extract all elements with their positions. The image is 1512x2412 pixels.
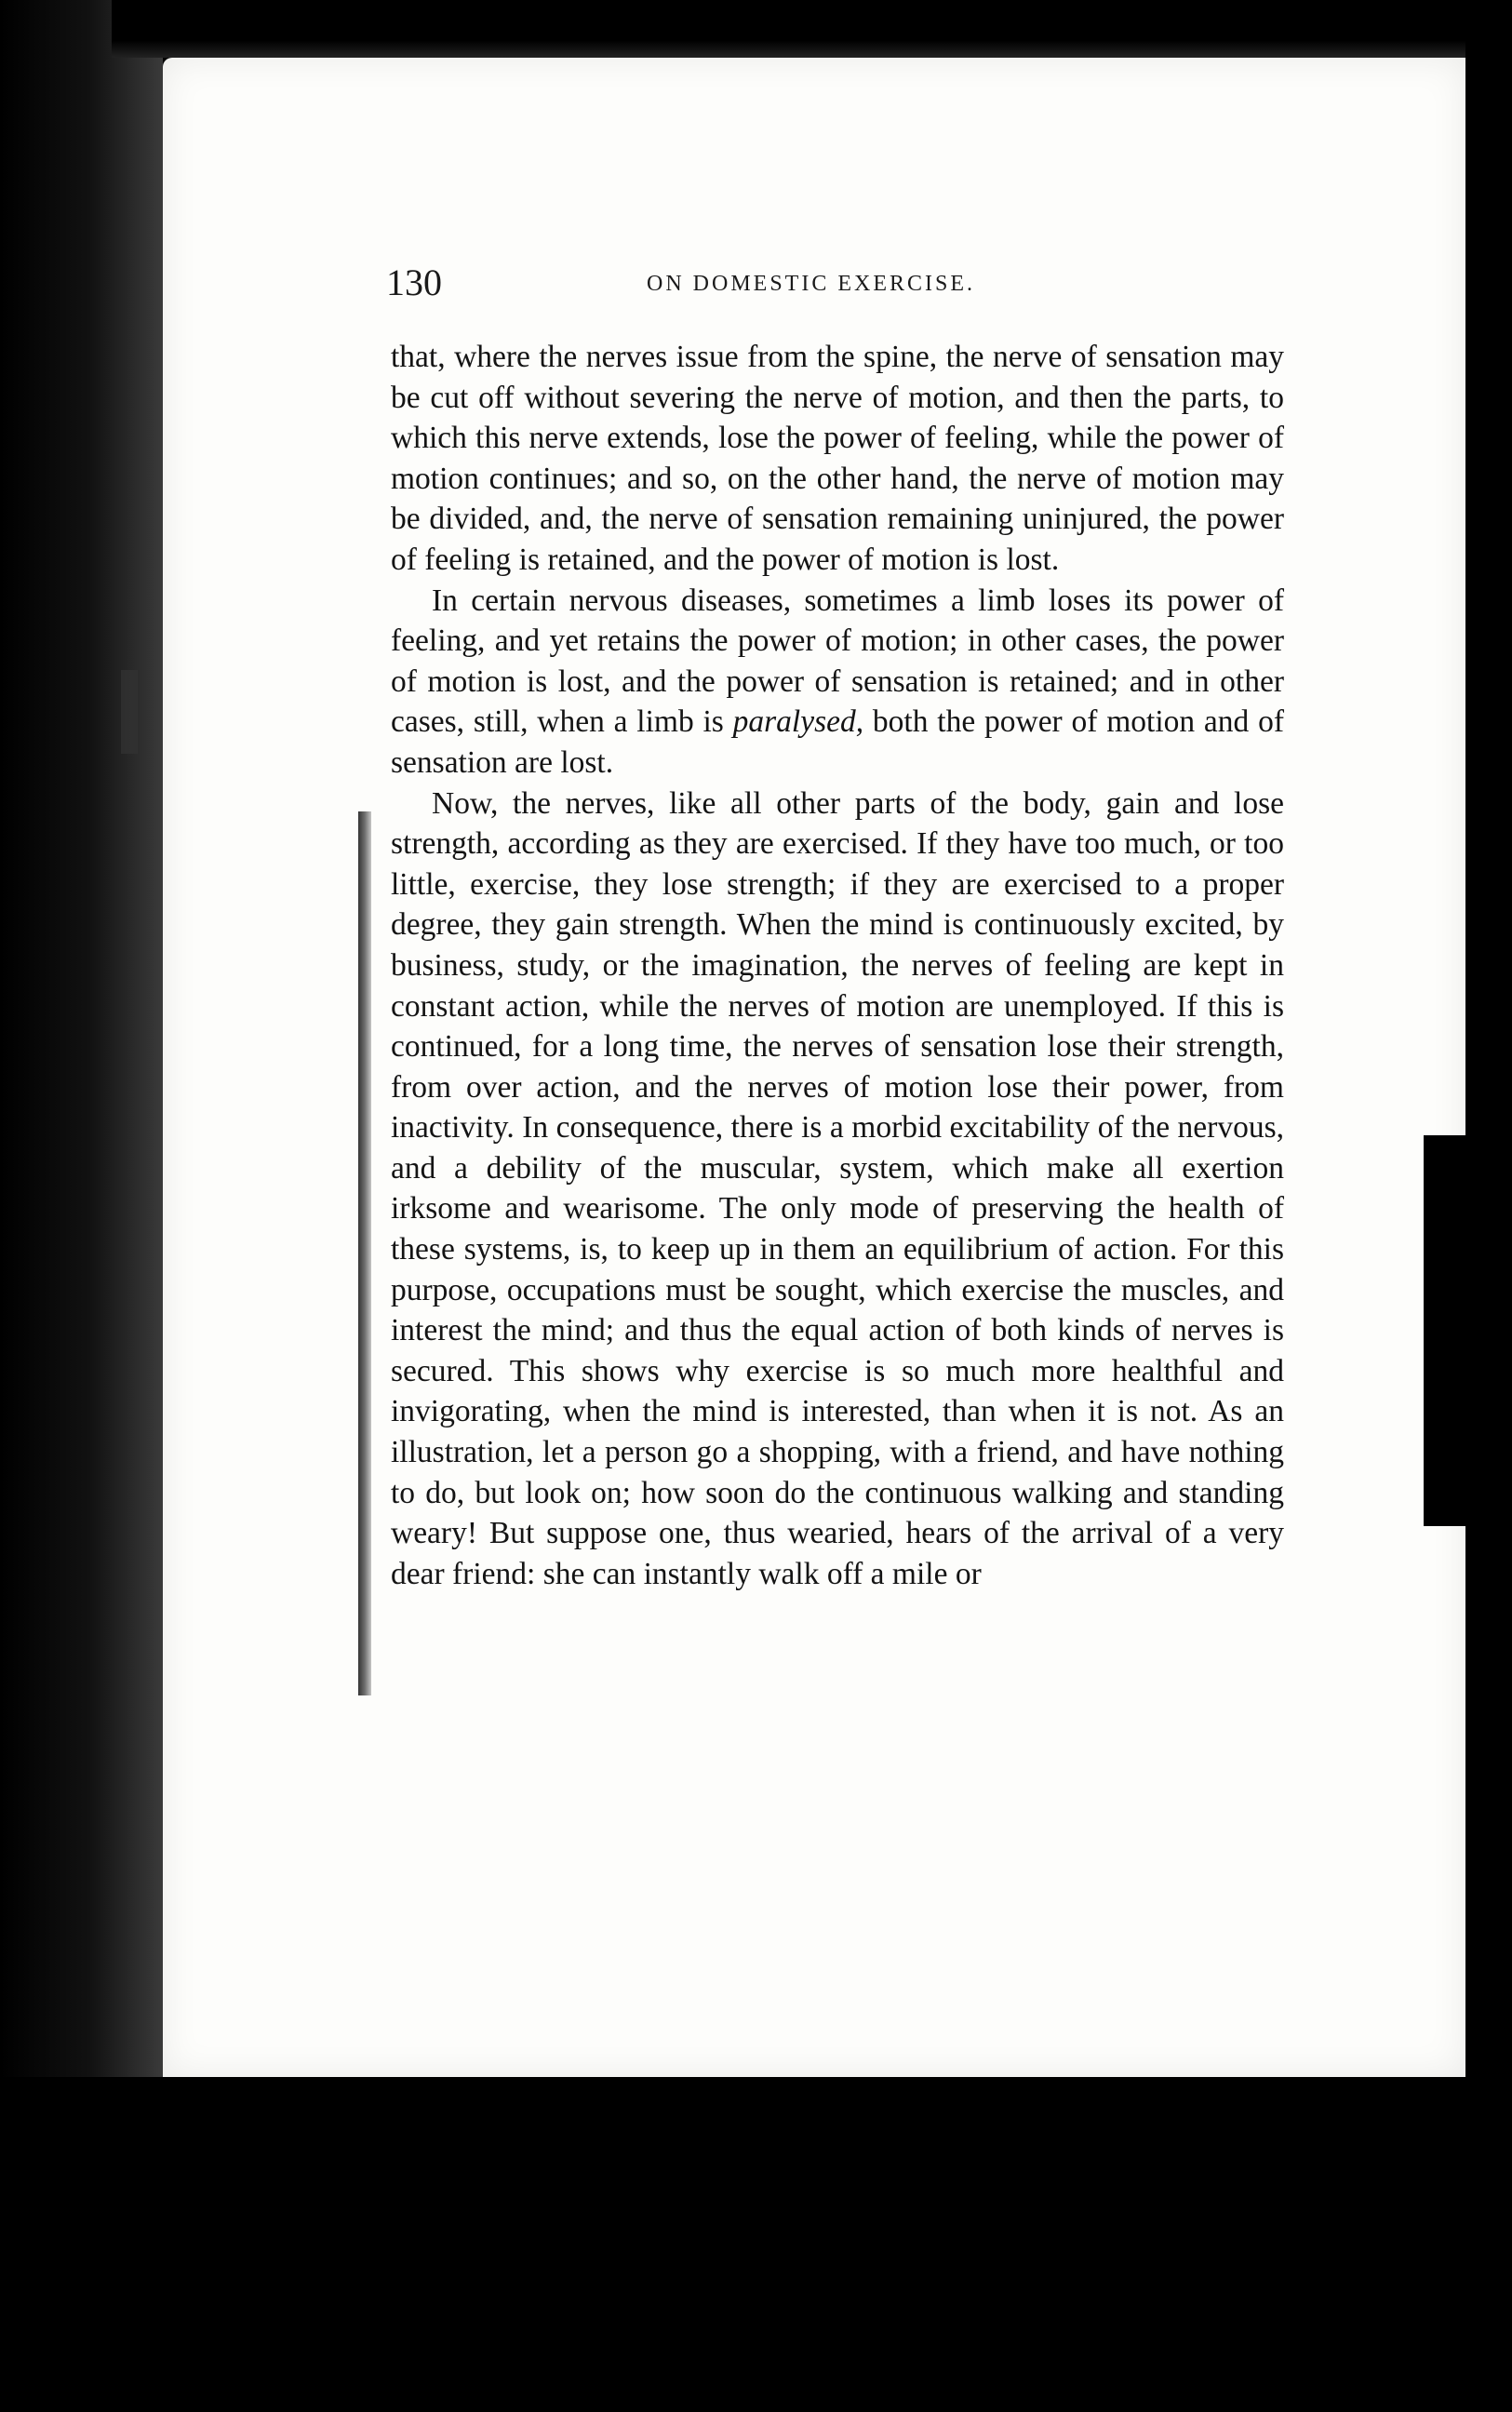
binding-clip-mark [121, 670, 138, 754]
paragraph-text: both the power of motion and of sensation are lost. [391, 704, 1284, 780]
paragraph-3 [391, 784, 1284, 1595]
page-header [163, 261, 1465, 316]
scan-right-edge [1465, 0, 1512, 2412]
scan-edge-shadow [1424, 1135, 1465, 1526]
scan-bottom-edge [0, 2077, 1512, 2412]
paragraph-text: In certain nervous diseases, sometimes a limb loses its power of feeling, and yet retains the power of motion; in other cases, the power of motion is lost, and the power of sensation is retained; and in other cases, still, when a limb is [391, 583, 1284, 740]
book-spine-shadow [0, 0, 163, 2412]
page-number: 130 [386, 261, 442, 303]
paragraph-text: that, where the nerves issue from the spine, the nerve of sensation may be cut off without severing the nerve of motion, and then the parts, to which this nerve extends, lose the power of feeling, while the power of motion continues; and so, on the other hand, the nerve of motion may be divided, and, the nerve of sensation remaining uninjured, the power of feeling is retained, and the power of motion is lost. [391, 340, 1284, 577]
running-head: ON DOMESTIC EXERCISE. [647, 272, 976, 296]
italic-word: paralysed, [732, 704, 864, 740]
book-page [163, 58, 1465, 2077]
paragraph-2 [391, 581, 1284, 784]
paragraph-1 [391, 337, 1284, 581]
body-text [391, 337, 1284, 1594]
binding-gutter-mark [358, 811, 371, 1695]
scan-top-edge [112, 0, 1512, 58]
paragraph-text: Now, the nerves, like all other parts of the body, gain and lose strength, according as they are exercised. If they have too much, or too little, exercise, they lose strength; if they are exercised to a proper degree, they gain strength. When the mind is continuously excited, by business, study, or the imagination, the nerves of feeling are kept in constant action, while the nerves of motion are unemployed. If this is continued, for a long time, the nerves of sensation lose their strength, from over action, and the nerves of motion lose their power, from inactivity. In consequence, there is a morbid excitability of the nervous, and a debility of the muscular, system, which make all exertion irksome and wearisome. The only mode of preserving the health of these systems, is, to keep up in them an equilibrium of action. For this purpose, occupations must be sought, which exercise the muscles, and interest the mind; and thus the equal action of both kinds of nerves is secured. This shows why exercise is so much more healthful and invigorating, when the mind is interested, than when it is not. As an illustration, let a person go a shopping, with a friend, and have nothing to do, but look on; how soon do the continuous walking and standing weary! But suppose one, thus wearied, hears of the arrival of a very dear friend: she can instantly walk off a mile or [391, 785, 1284, 1591]
